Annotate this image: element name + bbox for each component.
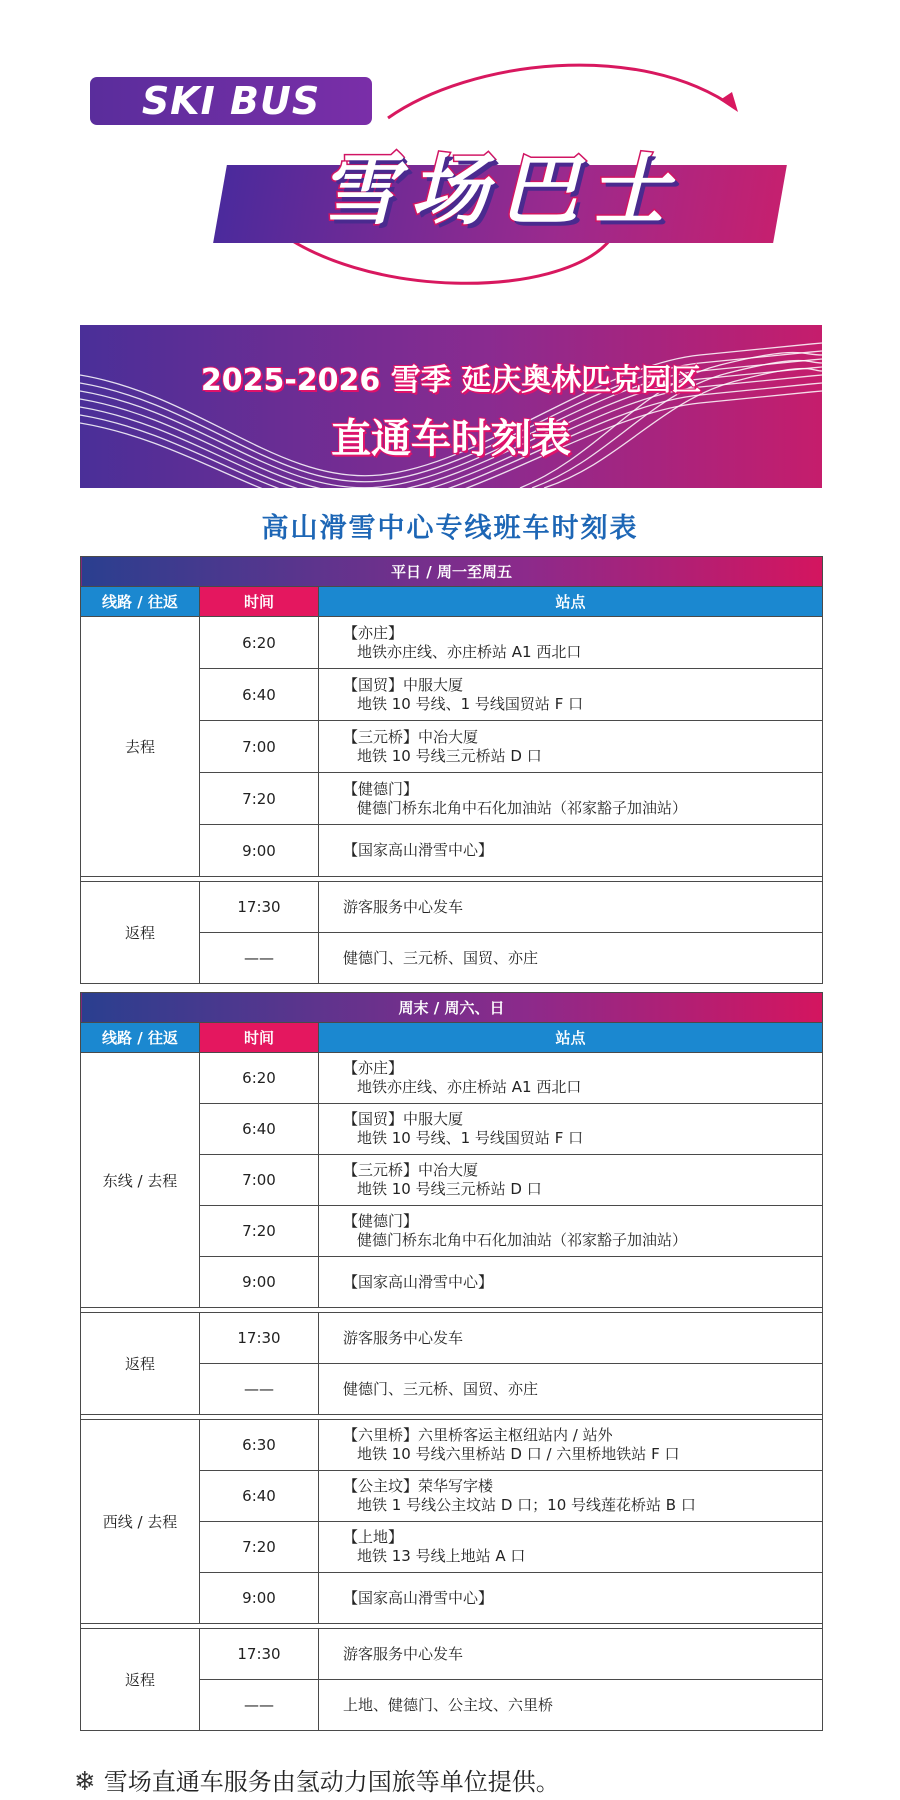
stop-cell bbox=[319, 1206, 823, 1257]
stop-cell bbox=[319, 1155, 823, 1206]
ski-bus-label: SKI BUS bbox=[141, 79, 321, 123]
time-cell: 7:20 bbox=[200, 1206, 319, 1257]
stop-name: 【国家高山滑雪中心】 bbox=[343, 841, 494, 859]
stop-cell bbox=[319, 669, 823, 721]
route-label: 东线 / 去程 bbox=[81, 1053, 200, 1308]
time-cell: 17:30 bbox=[200, 1313, 319, 1364]
time-cell: —— bbox=[200, 1680, 319, 1731]
stop-name: 【亦庄】 bbox=[343, 1059, 404, 1077]
page-title: 雪场巴士 bbox=[319, 146, 680, 236]
stop-name: 【公主坟】荣华写字楼 bbox=[343, 1477, 494, 1495]
weekday-title: 平日 / 周一至周五 bbox=[81, 557, 823, 587]
time-cell: 7:00 bbox=[200, 721, 319, 773]
col-stops-header: 站点 bbox=[319, 587, 823, 617]
stop-name: 【国贸】中服大厦 bbox=[343, 675, 464, 694]
stop-cell bbox=[319, 1053, 823, 1104]
weekend-title: 周末 / 周六、日 bbox=[81, 993, 823, 1023]
stop-name: 【上地】 bbox=[343, 1528, 404, 1546]
stop-cell bbox=[319, 721, 823, 773]
stop-cell: 健德门、三元桥、国贸、亦庄 bbox=[319, 933, 823, 984]
time-cell: 7:20 bbox=[200, 1522, 319, 1573]
stop-detail: 地铁 13 号线上地站 A 口 bbox=[357, 1547, 526, 1565]
time-cell: 9:00 bbox=[200, 1257, 319, 1308]
stop-detail: 地铁 1 号线公主坟站 D 口；10 号线莲花桥站 B 口 bbox=[357, 1496, 696, 1514]
stop-detail: 地铁 10 号线、1 号线国贸站 F 口 bbox=[357, 1129, 584, 1147]
table-row bbox=[81, 1313, 823, 1364]
col-route-header: 线路 / 往返 bbox=[81, 587, 200, 617]
table-row bbox=[81, 882, 823, 933]
time-cell: 17:30 bbox=[200, 1629, 319, 1680]
stop-detail: 健德门桥东北角中石化加油站（祁家豁子加油站） bbox=[357, 1231, 688, 1249]
stop-name: 【国贸】中服大厦 bbox=[343, 1110, 464, 1128]
snowflake-icon: ❄ bbox=[74, 1767, 96, 1797]
col-time-header: 时间 bbox=[200, 1023, 319, 1053]
footer-note bbox=[74, 1762, 560, 1797]
time-cell: 17:30 bbox=[200, 882, 319, 933]
route-label: 返程 bbox=[81, 1313, 200, 1415]
time-cell: 6:40 bbox=[200, 1471, 319, 1522]
time-cell: —— bbox=[200, 933, 319, 984]
footer-text: 雪场直通车服务由氢动力国旅等单位提供。 bbox=[103, 1768, 560, 1796]
ski-bus-badge bbox=[90, 77, 372, 125]
stop-detail: 地铁亦庄线、亦庄桥站 A1 西北口 bbox=[357, 642, 582, 661]
stop-name: 【健德门】 bbox=[343, 779, 419, 798]
time-cell: 9:00 bbox=[200, 1573, 319, 1624]
route-label: 返程 bbox=[81, 882, 200, 984]
stop-cell: 上地、健德门、公主坟、六里桥 bbox=[319, 1680, 823, 1731]
stop-detail: 地铁 10 号线、1 号线国贸站 F 口 bbox=[357, 694, 584, 713]
stop-cell bbox=[319, 1573, 823, 1624]
stop-cell bbox=[319, 1471, 823, 1522]
stop-name: 【亦庄】 bbox=[343, 623, 404, 642]
time-cell: 7:00 bbox=[200, 1155, 319, 1206]
stop-detail: 地铁 10 号线六里桥站 D 口 / 六里桥地铁站 F 口 bbox=[357, 1445, 680, 1463]
stop-name: 【三元桥】中冶大厦 bbox=[343, 727, 479, 746]
time-cell: 9:00 bbox=[200, 825, 319, 877]
stop-cell bbox=[319, 1522, 823, 1573]
stop-detail: 健德门桥东北角中石化加油站（祁家豁子加油站） bbox=[357, 798, 688, 817]
time-cell: 6:40 bbox=[200, 669, 319, 721]
stop-cell bbox=[319, 1420, 823, 1471]
stop-cell bbox=[319, 825, 823, 877]
stop-detail: 地铁亦庄线、亦庄桥站 A1 西北口 bbox=[357, 1078, 582, 1096]
time-cell: 6:20 bbox=[200, 1053, 319, 1104]
stop-cell: 游客服务中心发车 bbox=[319, 1629, 823, 1680]
route-label: 西线 / 去程 bbox=[81, 1420, 200, 1624]
weekday-schedule-table bbox=[80, 556, 823, 984]
time-cell: 7:20 bbox=[200, 773, 319, 825]
col-route-header: 线路 / 往返 bbox=[81, 1023, 200, 1053]
banner-title-line: 直通车时刻表 bbox=[331, 416, 571, 462]
stop-detail: 地铁 10 号线三元桥站 D 口 bbox=[357, 1180, 542, 1198]
stop-name: 【国家高山滑雪中心】 bbox=[343, 1588, 494, 1607]
stop-name: 【国家高山滑雪中心】 bbox=[343, 1272, 494, 1291]
stop-cell: 游客服务中心发车 bbox=[319, 1313, 823, 1364]
table-row bbox=[81, 1053, 823, 1104]
stop-cell: 健德门、三元桥、国贸、亦庄 bbox=[319, 1364, 823, 1415]
stop-cell bbox=[319, 1257, 823, 1308]
time-cell: 6:40 bbox=[200, 1104, 319, 1155]
stop-name: 【六里桥】六里桥客运主枢纽站内 / 站外 bbox=[343, 1426, 613, 1444]
table-row bbox=[81, 617, 823, 669]
table-row bbox=[81, 1629, 823, 1680]
stop-cell bbox=[319, 617, 823, 669]
time-cell: —— bbox=[200, 1364, 319, 1415]
route-label: 返程 bbox=[81, 1629, 200, 1731]
stop-cell bbox=[319, 773, 823, 825]
stop-cell bbox=[319, 1104, 823, 1155]
col-stops-header: 站点 bbox=[319, 1023, 823, 1053]
col-time-header: 时间 bbox=[200, 587, 319, 617]
schedule-subtitle: 高山滑雪中心专线班车时刻表 bbox=[261, 513, 639, 544]
table-row bbox=[81, 1420, 823, 1471]
stop-detail: 地铁 10 号线三元桥站 D 口 bbox=[357, 746, 542, 765]
weekend-schedule-table bbox=[80, 992, 823, 1731]
route-label: 去程 bbox=[81, 617, 200, 877]
stop-cell: 游客服务中心发车 bbox=[319, 882, 823, 933]
stop-name: 【三元桥】中冶大厦 bbox=[343, 1161, 479, 1179]
season-banner bbox=[80, 325, 822, 488]
time-cell: 6:30 bbox=[200, 1420, 319, 1471]
stop-name: 【健德门】 bbox=[343, 1212, 419, 1230]
time-cell: 6:20 bbox=[200, 617, 319, 669]
banner-season-line: 2025-2026 雪季 延庆奥林匹克园区 bbox=[200, 363, 702, 398]
